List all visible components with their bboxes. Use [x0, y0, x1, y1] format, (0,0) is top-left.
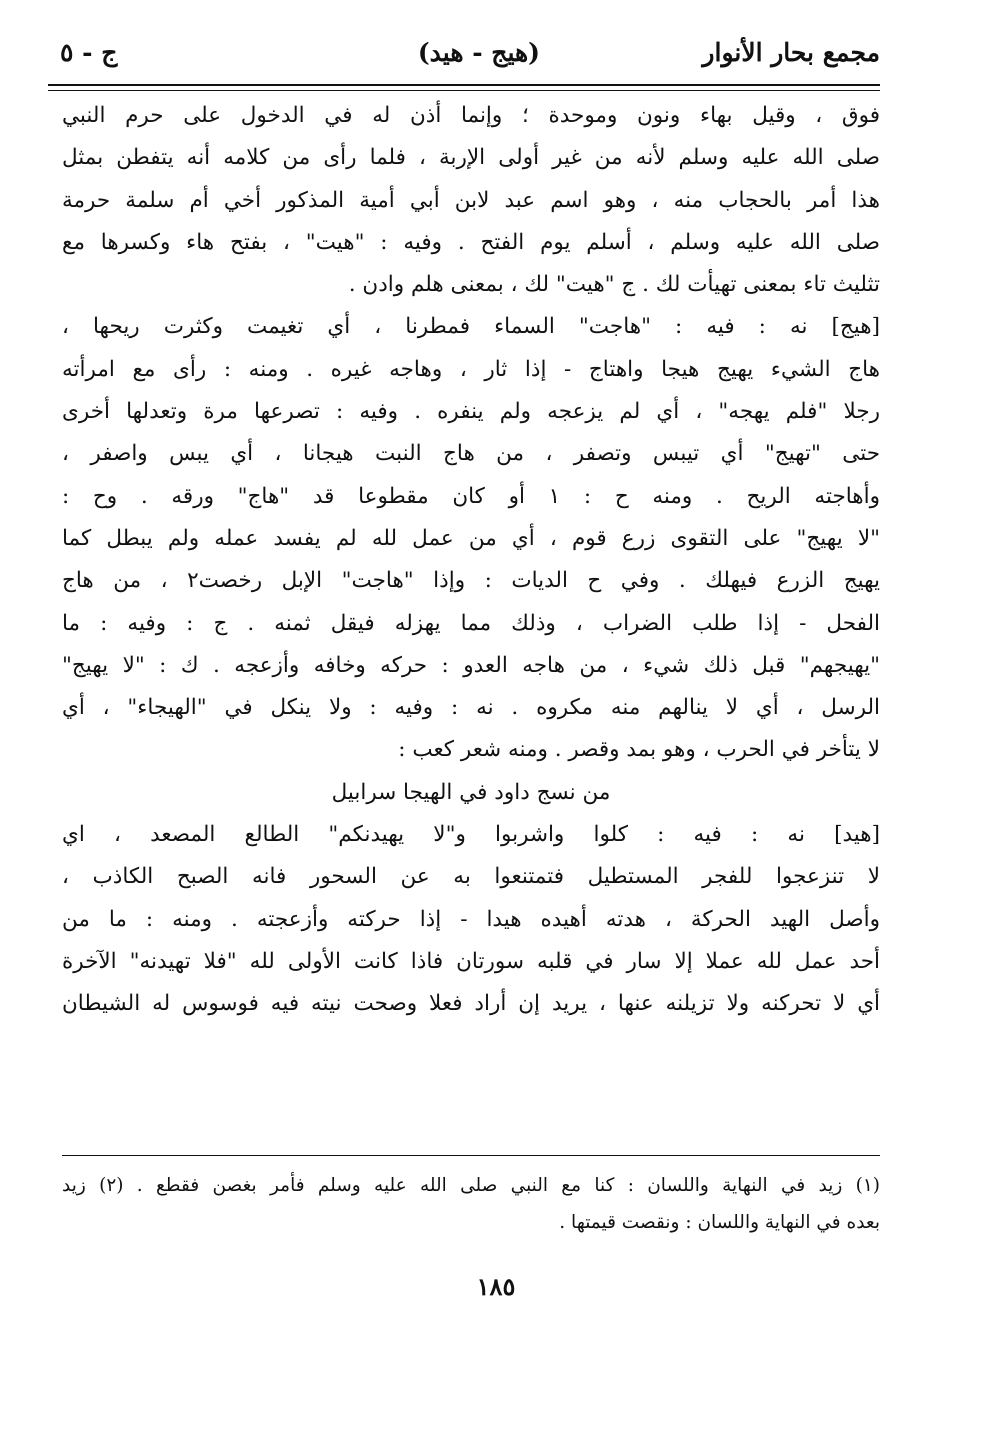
text-line: وأصل الهيد الحركة ، هدته أهيده هيدا - إذا حركته وأزعجته . ومنه : ما من: [62, 906, 880, 932]
text-line: [هيد] نه : فيه : كلوا واشربوا و"لا يهيدنكم" الطالع المصعد ، اي: [62, 822, 880, 848]
text-line: "لا يهيج" على التقوى زرع قوم ، أي من عمل لله لم يفسد عمله ولم يبطل كما: [62, 525, 880, 551]
text-line: رجلا "فلم يهجه" ، أي لم يزعجه ولم ينفره . وفيه : تصرعها مرة وتعدلها أخرى: [62, 399, 880, 425]
text-line: فوق ، وقيل بهاء ونون وموحدة ؛ وإنما أذن له في الدخول على حرم النبي: [62, 103, 880, 128]
verse-line: من نسج داود في الهيجا سرابيل: [331, 779, 611, 805]
footnotes: [62, 1167, 880, 1241]
text-line: هذا أمر بالحجاب منه ، وهو اسم عبد لابن أبي أمية المذكور أخي أم سلمة حرمة: [62, 187, 880, 213]
text-line: صلى الله عليه وسلم لأنه من غير أولى الإربة ، فلما رأى من كلامه أنه يتفطن بمثل: [62, 145, 880, 171]
text-line: لا تنزعجوا للفجر المستطيل فتمتنعوا به عن السحور فانه الصبح الكاذب ،: [62, 864, 880, 890]
text-line: [هيج] نه : فيه : "هاجت" السماء فمطرنا ، أي تغيمت وكثرت ريحها ،: [62, 314, 880, 340]
text-line: الفحل - إذا طلب الضراب ، وذلك مما يهزله فيقل ثمنه . ج : وفيه : ما: [62, 610, 880, 636]
text-line: "يهيجهم" قبل ذلك شيء ، من هاجه العدو : حركه وخافه وأزعجه . ك : "لا يهيج": [62, 652, 880, 678]
text-line: الرسل ، أي لا ينالهم منه مكروه . نه : وفيه : ولا ينكل في "الهيجاء" ، أي: [62, 695, 880, 721]
footnote-line: (١) زيد في النهاية واللسان : كنا مع النبي صلى الله عليه وسلم فأمر بغصن فقطع . (٢) زيد: [62, 1175, 880, 1196]
header-rule-thin: [48, 90, 880, 91]
page-header: [60, 38, 880, 78]
running-headword: (هيج - هيد): [417, 38, 540, 67]
volume-label: ج - ٥: [60, 38, 118, 67]
text-line: يهيج الزرع فيهلك . وفي ح الديات : وإذا "هاجت" الإبل رخصت٢ ، من هاج: [62, 568, 880, 594]
main-text: [62, 95, 880, 1026]
text-line: حتى "تهيج" أي تيبس وتصفر ، من هاج النبت هيجانا ، أي يبس واصفر ،: [62, 441, 880, 467]
header-rule-thick: [48, 84, 880, 86]
text-line: لا يتأخر في الحرب ، وهو بمد وقصر . ومنه شعر كعب :: [398, 737, 880, 763]
text-line: أحد عمل لله عملا إلا سار في قلبه سورتان فاذا كانت الأولى لله "فلا تهيدنه" الآخرة: [62, 948, 880, 974]
text-line: هاج الشيء يهيج هيجا واهتاج - إذا ثار ، وهاجه غيره . ومنه : رأى مع امرأته: [62, 356, 880, 382]
footnote-line: بعده في النهاية واللسان : ونقصت قيمتها .: [559, 1212, 880, 1233]
text-line: أي لا تحركنه ولا تزيلنه عنها ، يريد إن أراد فعلا وصحت نيته فيه فوسوس له الشيطان: [62, 991, 880, 1017]
footnote-rule: [62, 1155, 880, 1156]
book-title: مجمع بحار الأنوار: [702, 38, 880, 67]
text-line: تثليث تاء بمعنى تهيأت لك . ج "هيت" لك ، بمعنى هلم وادن .: [348, 272, 880, 298]
text-line: وأهاجته الريح . ومنه ح : ١ أو كان مقطوعا قد "هاج" ورقه . وح :: [62, 483, 880, 509]
page-number: ١٨٥: [476, 1272, 516, 1301]
text-line: صلى الله عليه وسلم ، أسلم يوم الفتح . وفيه : "هيت" ، بفتح هاء وكسرها مع: [62, 229, 880, 255]
